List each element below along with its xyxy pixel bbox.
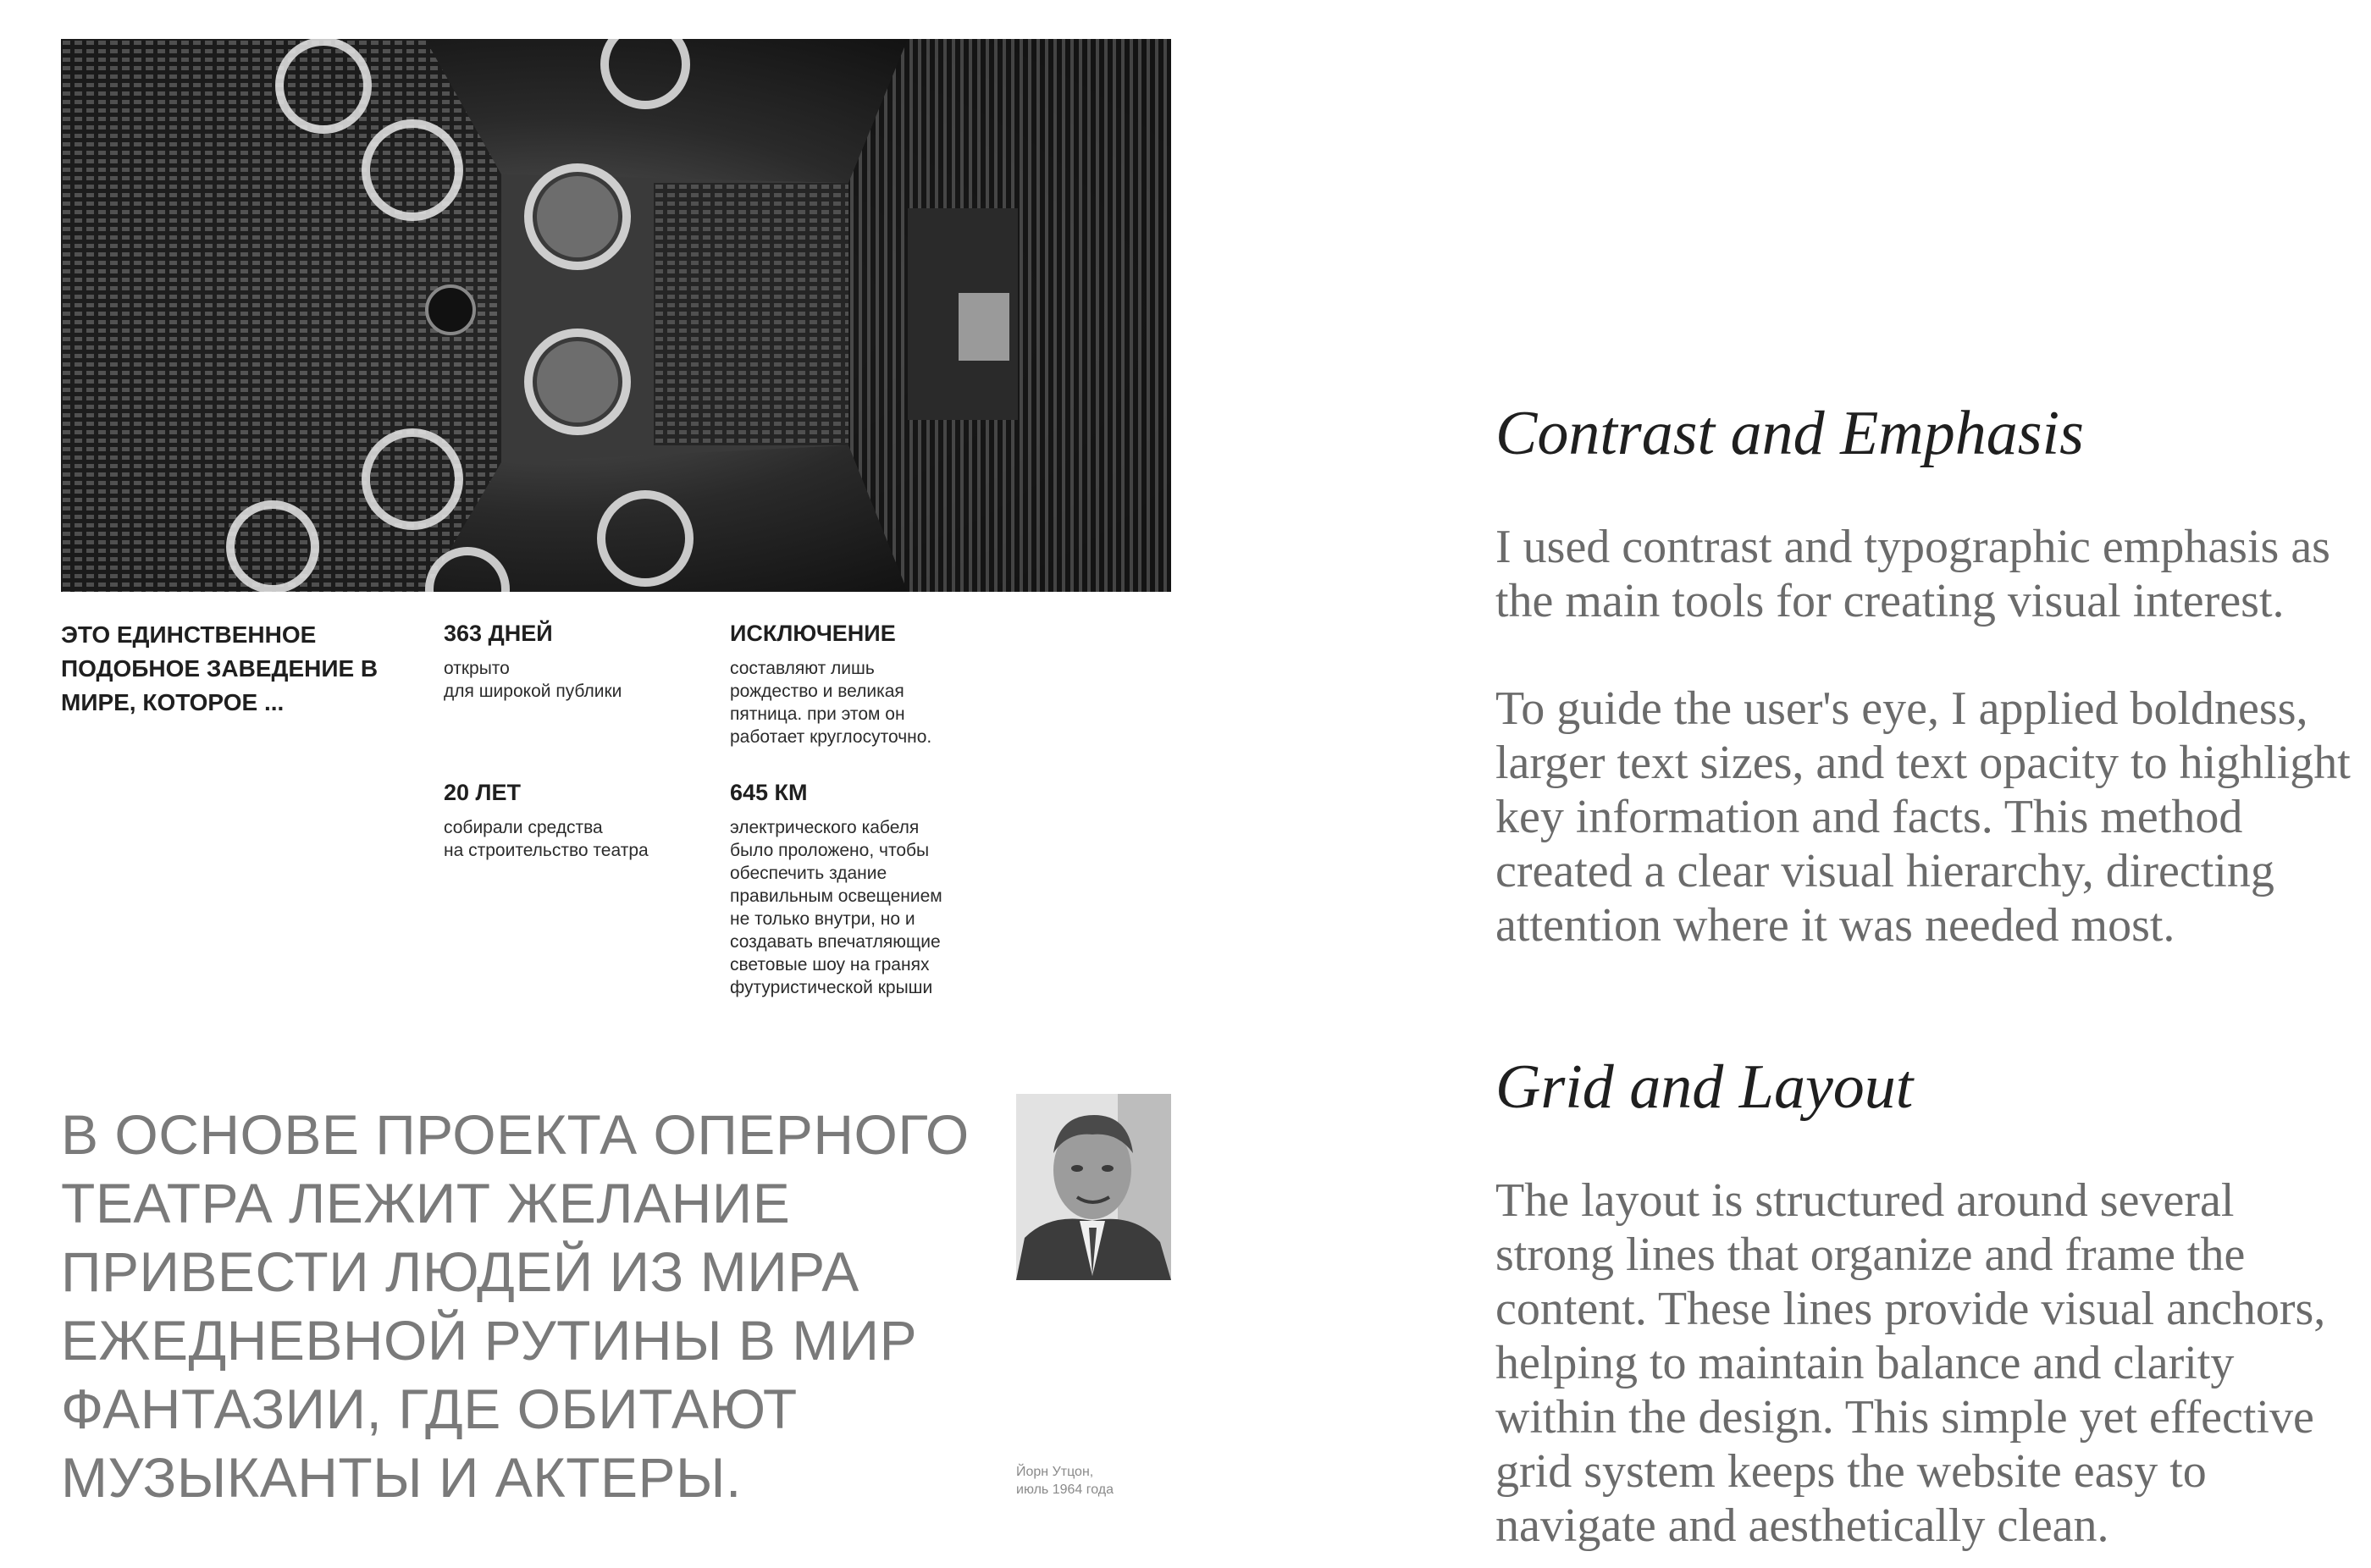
fact-text: открыто для широкой публики	[444, 659, 622, 701]
fact-text: собирали средства на строительство театра	[444, 818, 649, 860]
concert-hall-illustration	[61, 39, 1171, 592]
contrast-emphasis-title: Contrast and Emphasis	[1495, 399, 2084, 468]
portrait-caption: Йорн Утцон, июль 1964 года	[1016, 1465, 1114, 1497]
fact-363-days	[444, 618, 698, 703]
fact-title: 645 КМ	[730, 780, 808, 805]
fact-20-years	[444, 777, 698, 862]
portrait-illustration	[1016, 1094, 1171, 1280]
fact-exception	[730, 618, 1001, 748]
grid-layout-title: Grid and Layout	[1495, 1052, 1914, 1122]
fact-text: составляют лишь рождество и великая пятница. при этом он работает круглосуточно.	[730, 659, 932, 747]
concert-hall-photo	[61, 39, 1171, 592]
architect-portrait	[1016, 1094, 1171, 1280]
fact-title: 20 ЛЕТ	[444, 780, 521, 805]
contrast-paragraph-2: To guide the user's eye, I applied boldness, larger text sizes, and text opacity to highlight key information and facts. This method created a clear visual hierarchy, directing attention where it was needed most.	[1495, 682, 2351, 952]
grid-paragraph-1: The layout is structured around several strong lines that organize and frame the content. These lines provide visual anchors, helping to maintain balance and clarity within the design. This simple yet effective grid system keeps the website easy to navigate and aesthetically clean.	[1495, 1174, 2326, 1552]
lead-statement: ЭТО ЕДИНСТВЕННОЕ ПОДОБНОЕ ЗАВЕДЕНИЕ В МИРЕ, КОТОРОЕ ...	[61, 621, 379, 715]
contrast-paragraph-1: I used contrast and typographic emphasis as the main tools for creating visual interest.	[1495, 521, 2330, 627]
architect-quote: В ОСНОВЕ ПРОЕКТА ОПЕРНОГО ТЕАТРА ЛЕЖИТ ЖЕЛАНИЕ ПРИВЕСТИ ЛЮДЕЙ ИЗ МИРА ЕЖЕДНЕВНОЙ РУТИНЫ В МИР ФАНТАЗИИ, ГДЕ ОБИТАЮТ МУЗЫКАНТЫ И АКТЕРЫ.	[61, 1103, 970, 1509]
fact-title: 363 ДНЕЙ	[444, 621, 553, 646]
fact-title: ИСКЛЮЧЕНИЕ	[730, 621, 896, 646]
fact-645-km	[730, 777, 1001, 999]
fact-text: электрического кабеля было проложено, чтобы обеспечить здание правильным освещением не только внутри, но и создавать впечатляющие световые шоу на гранях футуристической крыши	[730, 818, 942, 997]
